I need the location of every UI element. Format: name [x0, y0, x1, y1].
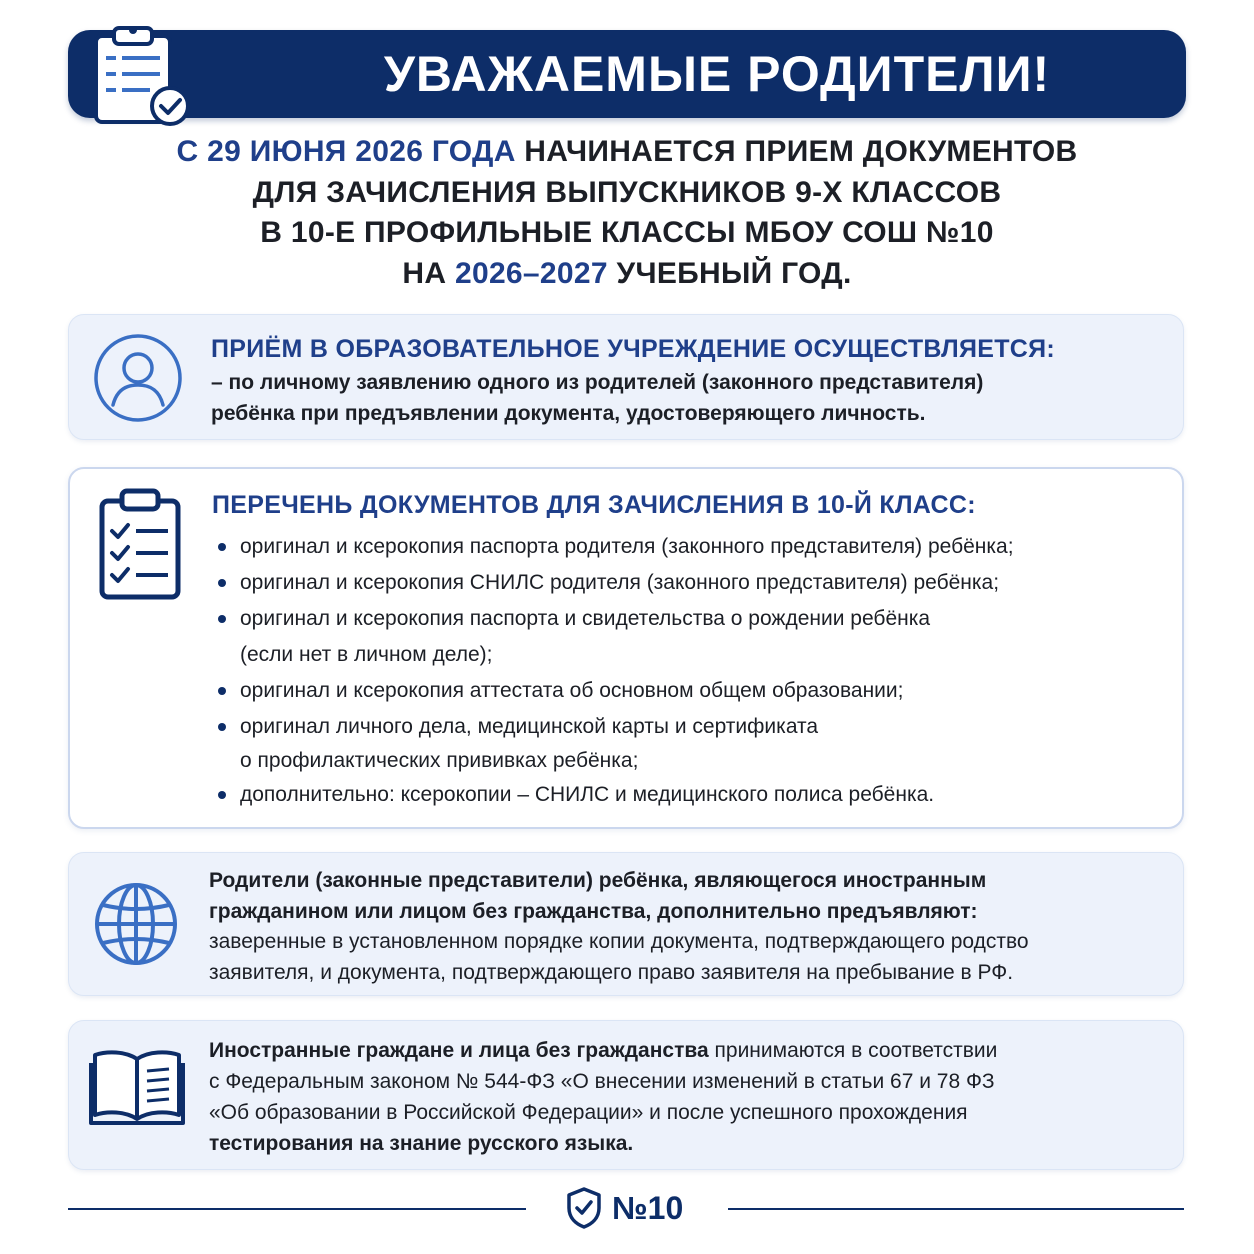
- foreign-parents-bold-1: Родители (законные представители) ребёнка, являющегося иностранным: [209, 869, 987, 892]
- intro-line-4-post: УЧЕБНЫЙ ГОД.: [607, 256, 852, 290]
- foreign-citizens-bold: Иностранные граждане и лица без гражданства: [209, 1039, 709, 1062]
- foreign-citizens-line-3: «Об образовании в Российской Федерации» и после успешного прохождения: [209, 1101, 968, 1124]
- admission-title: ПРИЁМ В ОБРАЗОВАТЕЛЬНОЕ УЧРЕЖДЕНИЕ ОСУЩЕСТВЛЯЕТСЯ:: [211, 335, 1056, 363]
- foreign-citizens-line-1-rest: принимаются в соответствии: [708, 1039, 998, 1062]
- foreign-citizens-card: [68, 1020, 1184, 1170]
- intro-line-1: [0, 132, 1254, 173]
- list-item-text: оригинал и ксерокопия паспорта родителя (законного представителя) ребёнка;: [240, 535, 1014, 558]
- header-banner: [68, 30, 1186, 118]
- list-item: [216, 709, 1136, 777]
- admission-text: [211, 368, 983, 429]
- footer-divider-right: [728, 1208, 1184, 1210]
- checklist-icon: [98, 487, 182, 601]
- list-item-text: оригинал и ксерокопия аттестата об основном общем образовании;: [240, 679, 904, 702]
- globe-icon: [93, 881, 179, 967]
- page-title: УВАЖАЕМЫЕ РОДИТЕЛИ!: [383, 46, 1051, 102]
- admission-card: [68, 314, 1184, 440]
- list-item: [216, 673, 1136, 709]
- list-item-text-cont: (если нет в личном деле);: [240, 643, 493, 666]
- list-item: [216, 565, 1136, 601]
- foreign-citizens-text: [209, 1035, 997, 1159]
- admission-line-2: ребёнка при предъявлении документа, удостоверяющего личность.: [211, 401, 926, 425]
- intro-line-2: ДЛЯ ЗАЧИСЛЕНИЯ ВЫПУСКНИКОВ 9-Х КЛАССОВ: [252, 175, 1002, 209]
- intro-announcement: [0, 132, 1254, 294]
- list-item-text-cont: о профилактических прививках ребёнка;: [240, 749, 639, 772]
- foreign-citizens-line-2: с Федеральным законом № 544-ФЗ «О внесении изменений в статьи 67 и 78 ФЗ: [209, 1070, 995, 1093]
- documents-title: ПЕРЕЧЕНЬ ДОКУМЕНТОВ ДЛЯ ЗАЧИСЛЕНИЯ В 10-Й КЛАСС:: [212, 491, 976, 519]
- foreign-parents-line-3: заверенные в установленном порядке копии документа, подтверждающего родство: [209, 930, 1029, 953]
- intro-line-1-rest: НАЧИНАЕТСЯ ПРИЕМ ДОКУМЕНТОВ: [515, 135, 1078, 168]
- open-book-icon: [89, 1047, 185, 1127]
- person-icon: [93, 333, 183, 423]
- foreign-citizens-line-1: [209, 1035, 997, 1066]
- list-item-text: оригинал и ксерокопия СНИЛС родителя (законного представителя) ребёнка;: [240, 571, 1000, 594]
- shield-check-icon: [566, 1186, 602, 1230]
- clipboard-check-icon: [82, 22, 252, 126]
- intro-year-highlight: 2026–2027: [454, 256, 608, 290]
- school-number: №10: [612, 1190, 684, 1226]
- admission-line-1: – по личному заявлению одного из родителей (законного представителя): [211, 371, 984, 394]
- foreign-parents-bold-2: гражданином или лицом без гражданства, дополнительно предъявляют:: [209, 899, 978, 923]
- list-item: [216, 601, 1136, 673]
- documents-list: [216, 529, 1136, 813]
- foreign-parents-text: [209, 866, 1029, 988]
- intro-line-4: [0, 254, 1254, 295]
- school-badge: [566, 1186, 696, 1234]
- foreign-parents-line-4: заявителя, и документа, подтверждающего право заявителя на пребывание в РФ.: [209, 960, 1014, 984]
- intro-date-highlight: С 29 ИЮНЯ 2026 ГОДА: [176, 135, 516, 168]
- foreign-citizens-line-4: тестирования на знание русского языка.: [209, 1132, 634, 1155]
- documents-card: [68, 467, 1184, 829]
- list-item-text: оригинал и ксерокопия паспорта и свидетельства о рождении ребёнка: [240, 607, 931, 630]
- list-item: [216, 529, 1136, 565]
- intro-line-4-pre: НА: [402, 256, 455, 290]
- footer-divider-left: [68, 1208, 526, 1210]
- list-item-text: дополнительно: ксерокопии – СНИЛС и медицинского полиса ребёнка.: [240, 783, 935, 806]
- list-item: [216, 777, 1136, 813]
- list-item-text: оригинал личного дела, медицинской карты и сертификата: [240, 715, 819, 738]
- intro-line-3: В 10-Е ПРОФИЛЬНЫЕ КЛАССЫ МБОУ СОШ №10: [260, 216, 994, 249]
- foreign-parents-card: [68, 852, 1184, 996]
